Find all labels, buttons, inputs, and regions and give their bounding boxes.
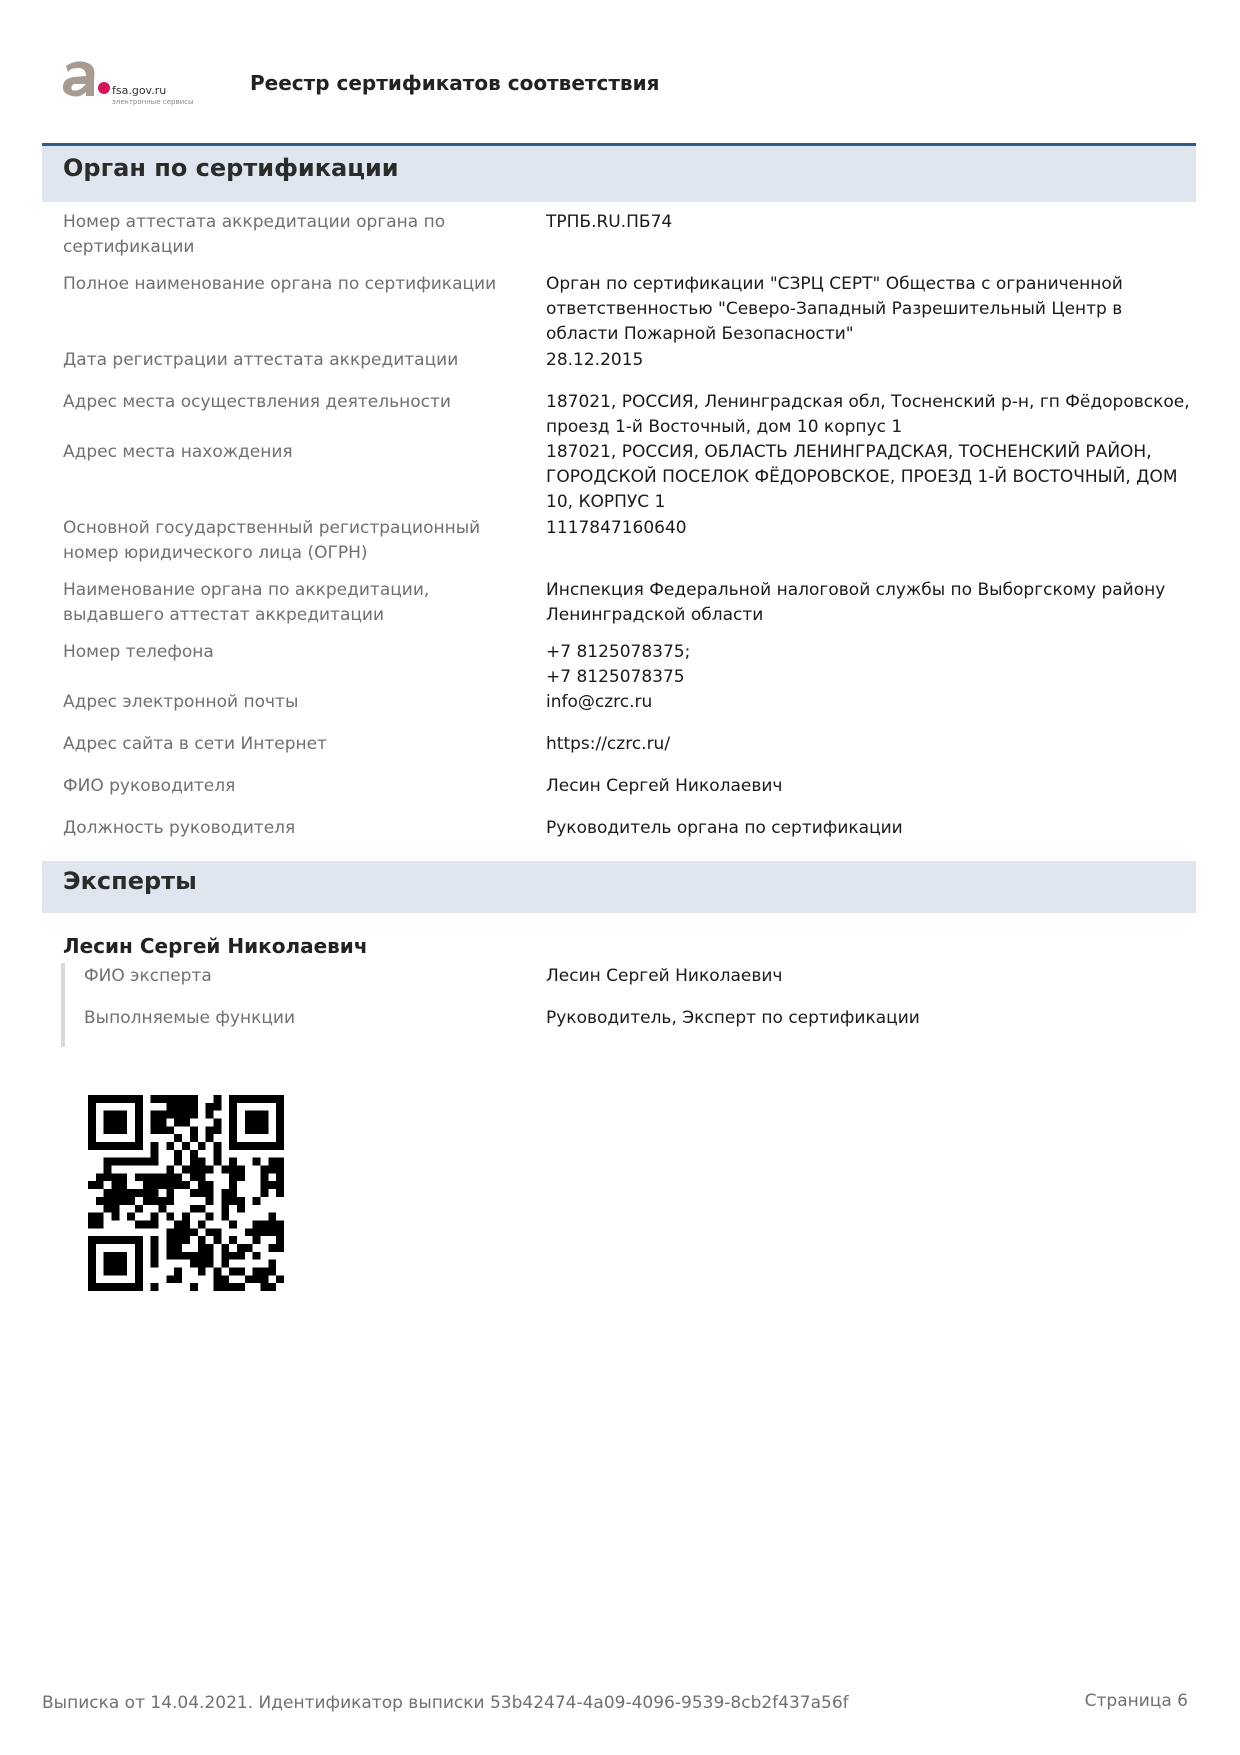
field-value-accreditation-number: ТРПБ.RU.ПБ74 bbox=[546, 212, 673, 232]
expert-fio-value: Лесин Сергей Николаевич bbox=[546, 966, 783, 986]
footer-page-number: Страница 6 bbox=[1084, 1691, 1188, 1711]
field-value-registration-date: 28.12.2015 bbox=[546, 350, 644, 370]
field-value-head-position: Руководитель органа по сертификации bbox=[546, 818, 903, 838]
expert-name: Лесин Сергей Николаевич bbox=[63, 934, 368, 958]
field-value-ogrn: 1117847160640 bbox=[546, 518, 687, 538]
field-label-head-name: ФИО руководителя bbox=[63, 776, 236, 796]
field-value-phone-2[interactable]: +7 8125078375 bbox=[546, 667, 685, 687]
page-header bbox=[0, 0, 1240, 140]
field-label-phone: Номер телефона bbox=[63, 642, 214, 662]
field-label-full-name: Полное наименование органа по сертификации bbox=[63, 274, 497, 294]
field-value-activity-address: 187021, РОССИЯ, Ленинградская обл, Тосненский р-н, гп Фёдоровское, проезд 1-й Восточный, дом 10 корпус 1 bbox=[546, 392, 1190, 437]
footer-extract-info: Выписка от 14.04.2021. Идентификатор выписки 53b42474-4a09-4096-9539-8cb2f437a56f bbox=[42, 1693, 849, 1713]
expert-fio-label: ФИО эксперта bbox=[84, 966, 212, 986]
field-label-ogrn: Основной государственный регистрационный номер юридического лица (ОГРН) bbox=[63, 518, 481, 563]
field-label-registration-date: Дата регистрации аттестата аккредитации bbox=[63, 350, 459, 370]
section-experts-header bbox=[42, 861, 1196, 913]
section-title-organ: Орган по сертификации bbox=[63, 154, 399, 182]
section-organ-header bbox=[42, 143, 1196, 202]
field-value-accreditation-body: Инспекция Федеральной налоговой службы по Выборгскому району Ленинградской области bbox=[546, 580, 1166, 625]
field-value-full-name: Орган по сертификации "СЗРЦ СЕРТ" Общества с ограниченной ответственностью "Северо-Западный Разрешительный Центр в области Пожарной Безопасности" bbox=[546, 274, 1123, 344]
field-value-head-name: Лесин Сергей Николаевич bbox=[546, 776, 783, 796]
expert-functions-label: Выполняемые функции bbox=[84, 1008, 296, 1028]
field-label-email: Адрес электронной почты bbox=[63, 692, 299, 712]
field-value-phone-1[interactable]: +7 8125078375; bbox=[546, 642, 691, 662]
field-label-website: Адрес сайта в сети Интернет bbox=[63, 734, 327, 754]
expert-divider bbox=[61, 963, 65, 1047]
registry-title: Реестр сертификатов соответствия bbox=[250, 71, 660, 95]
field-value-website[interactable]: https://czrc.ru/ bbox=[546, 734, 671, 754]
field-value-email[interactable]: info@czrc.ru bbox=[546, 692, 653, 712]
expert-functions-value: Руководитель, Эксперт по сертификации bbox=[546, 1008, 920, 1028]
field-value-location-address: 187021, РОССИЯ, ОБЛАСТЬ ЛЕНИНГРАДСКАЯ, ТОСНЕНСКИЙ РАЙОН, ГОРОДСКОЙ ПОСЕЛОК ФЁДОРОВСКОЕ, ПРОЕЗД 1-Й ВОСТОЧНЫЙ, ДОМ 10, КОРПУС 1 bbox=[546, 442, 1178, 512]
logo-text: fsa.gov.ru bbox=[112, 84, 167, 97]
field-label-accreditation-body: Наименование органа по аккредитации, выдавшего аттестат аккредитации bbox=[63, 580, 430, 625]
fsa-logo-icon bbox=[60, 58, 110, 102]
field-label-activity-address: Адрес места осуществления деятельности bbox=[63, 392, 451, 412]
logo-subtext: электронные сервисы bbox=[112, 98, 194, 106]
field-label-location-address: Адрес места нахождения bbox=[63, 442, 293, 462]
section-title-experts: Эксперты bbox=[63, 867, 197, 895]
qr-code-icon bbox=[88, 1095, 284, 1291]
field-label-accreditation-number: Номер аттестата аккредитации органа по сертификации bbox=[63, 212, 446, 257]
field-label-head-position: Должность руководителя bbox=[63, 818, 296, 838]
fsa-logo[interactable] bbox=[60, 58, 210, 114]
